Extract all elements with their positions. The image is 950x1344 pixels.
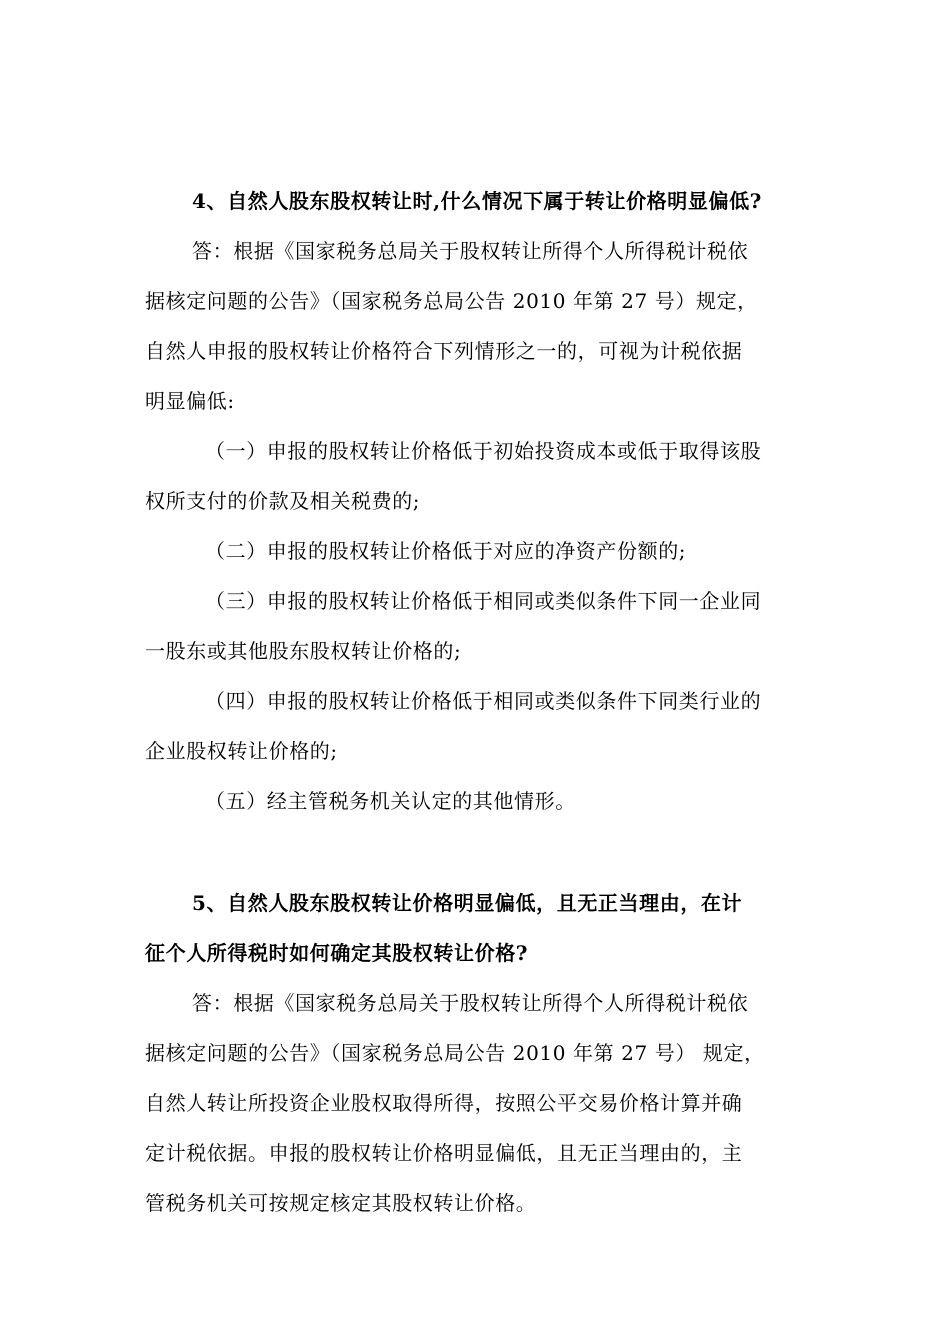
section-spacer — [145, 826, 810, 878]
q5-answer-line-5: 管税务机关可按规定核定其股权转让价格。 — [145, 1191, 537, 1215]
q5-title-line-1: 5、自然人股东股权转让价格明显偏低，且无正当理由，在计 — [192, 891, 743, 915]
q5-answer-line-4: 定计税依据。申报的股权转让价格明显偏低，且无正当理由的，主 — [145, 1141, 743, 1165]
q4-answer-line-1: 答：根据《国家税务总局关于股权转让所得个人所得税计税依 — [192, 239, 749, 263]
q4-item-2-line-1: （二）申报的股权转让价格低于对应的净资产份额的; — [205, 539, 687, 563]
q4-answer-line-2: 据核定问题的公告》（国家税务总局公告 2010 年第 27 号）规定， — [145, 289, 758, 313]
q4-item-4-line-1: （四）申报的股权转让价格低于相同或类似条件下同类行业的 — [205, 689, 762, 713]
q5-answer-line-1: 答：根据《国家税务总局关于股权转让所得个人所得税计税依 — [192, 991, 749, 1015]
q5-answer-line-2: 据核定问题的公告》（国家税务总局公告 2010 年第 27 号） 规定， — [145, 1041, 765, 1065]
q4-answer-line-4: 明显偏低: — [145, 389, 235, 413]
q4-item-5-line-1: （五）经主管税务机关认定的其他情形。 — [205, 789, 576, 813]
q4-item-4-line-2: 企业股权转让价格的; — [145, 739, 338, 763]
document-body — [145, 176, 810, 1228]
q4-answer-line-3: 自然人申报的股权转让价格符合下列情形之一的，可视为计税依据 — [145, 339, 743, 363]
q4-title: 4、自然人股东股权转让时,什么情况下属于转让价格明显偏低? — [192, 189, 762, 213]
q5-title-line-2: 征个人所得税时如何确定其股权转让价格? — [145, 941, 529, 965]
q4-item-3-line-1: （三）申报的股权转让价格低于相同或类似条件下同一企业同 — [205, 589, 762, 613]
q5-answer-line-3: 自然人转让所投资企业股权取得所得，按照公平交易价格计算并确 — [145, 1091, 743, 1115]
q4-item-1-line-1: （一）申报的股权转让价格低于初始投资成本或低于取得该股 — [205, 439, 762, 463]
q4-item-1-line-2: 权所支付的价款及相关税费的; — [145, 489, 421, 513]
q4-item-3-line-2: 一股东或其他股东股权转让价格的; — [145, 639, 462, 663]
